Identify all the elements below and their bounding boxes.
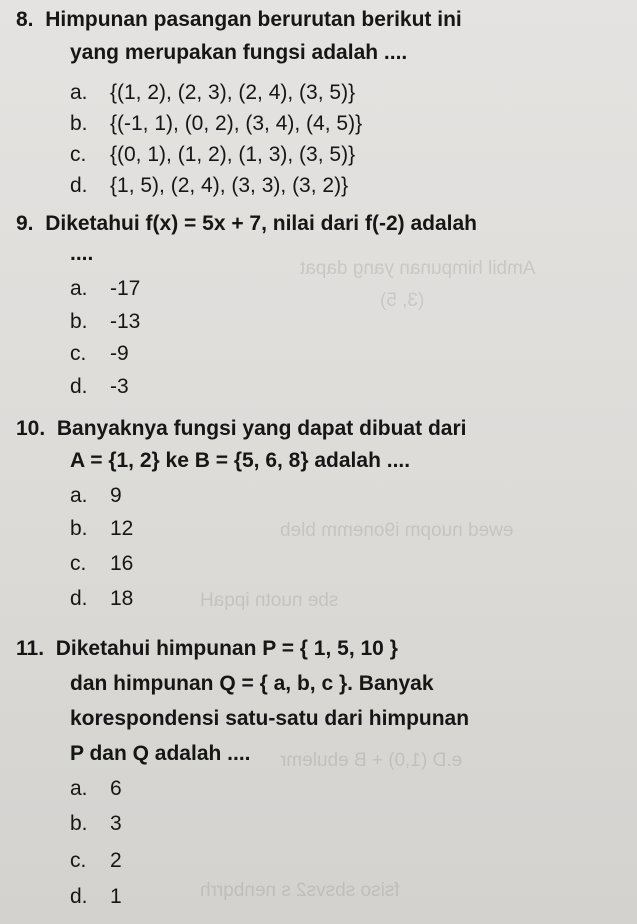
question-11-option-c[interactable]: c. 2 (70, 849, 122, 872)
question-8-option-d[interactable]: d. {1, 5), (2, 4), (3, 3), (3, 2)} (70, 174, 349, 197)
question-10-line-2: A = {1, 2} ke B = {5, 6, 8} adalah .... (70, 449, 411, 472)
question-9-line-2: .... (70, 242, 94, 265)
question-10-option-d[interactable]: d. 18 (70, 587, 134, 610)
show-through-text: (3, 5) (380, 290, 425, 311)
show-through-text: Ambil himpunan yang dapat (300, 258, 536, 279)
question-8-line-1: 8. Himpunan pasangan berurutan berikut ini (16, 8, 462, 31)
question-11-option-d[interactable]: d. 1 (70, 885, 122, 908)
show-through-text: e.D (1,0) + B ebulemr (280, 750, 463, 771)
question-10-line-1: 10. Banyaknya fungsi yang dapat dibuat dari (16, 417, 467, 440)
question-11-line-1: 11. Diketahui himpunan P = { 1, 5, 10 } (16, 637, 398, 660)
question-11-line-3: korespondensi satu-satu dari himpunan (70, 707, 470, 730)
question-9-option-c[interactable]: c. -9 (70, 342, 129, 365)
question-9-option-d[interactable]: d. -3 (70, 375, 129, 398)
question-11-line-2: dan himpunan Q = { a, b, c }. Banyak (70, 672, 434, 695)
question-8-option-a[interactable]: a. {(1, 2), (2, 3), (2, 4), (3, 5)} (70, 81, 356, 104)
question-11-line-4: P dan Q adalah .... (70, 742, 251, 765)
question-8-option-c[interactable]: c. {(0, 1), (1, 2), (1, 3), (3, 5)} (70, 143, 356, 166)
question-10-option-a[interactable]: a. 9 (70, 484, 122, 507)
show-through-text: fsiso sbsvs2 s nenbqrrh (200, 880, 400, 901)
show-through-text: ewed nuopm i9onemm bleb (280, 520, 514, 541)
question-8-option-b[interactable]: b. {(-1, 1), (0, 2), (3, 4), (4, 5)} (70, 112, 363, 135)
question-8-line-2: yang merupakan fungsi adalah .... (70, 41, 408, 64)
question-9-option-b[interactable]: b. -13 (70, 310, 141, 333)
question-9-option-a[interactable]: a. -17 (70, 277, 141, 300)
question-11-option-b[interactable]: b. 3 (70, 812, 122, 835)
question-11-option-a[interactable]: a. 6 (70, 777, 122, 800)
show-through-text: sbe nuotn ipqaH (200, 590, 339, 611)
question-10-option-c[interactable]: c. 16 (70, 552, 134, 575)
question-9-line-1: 9. Diketahui f(x) = 5x + 7, nilai dari f(-2) adalah (16, 212, 477, 235)
question-10-option-b[interactable]: b. 12 (70, 517, 134, 540)
